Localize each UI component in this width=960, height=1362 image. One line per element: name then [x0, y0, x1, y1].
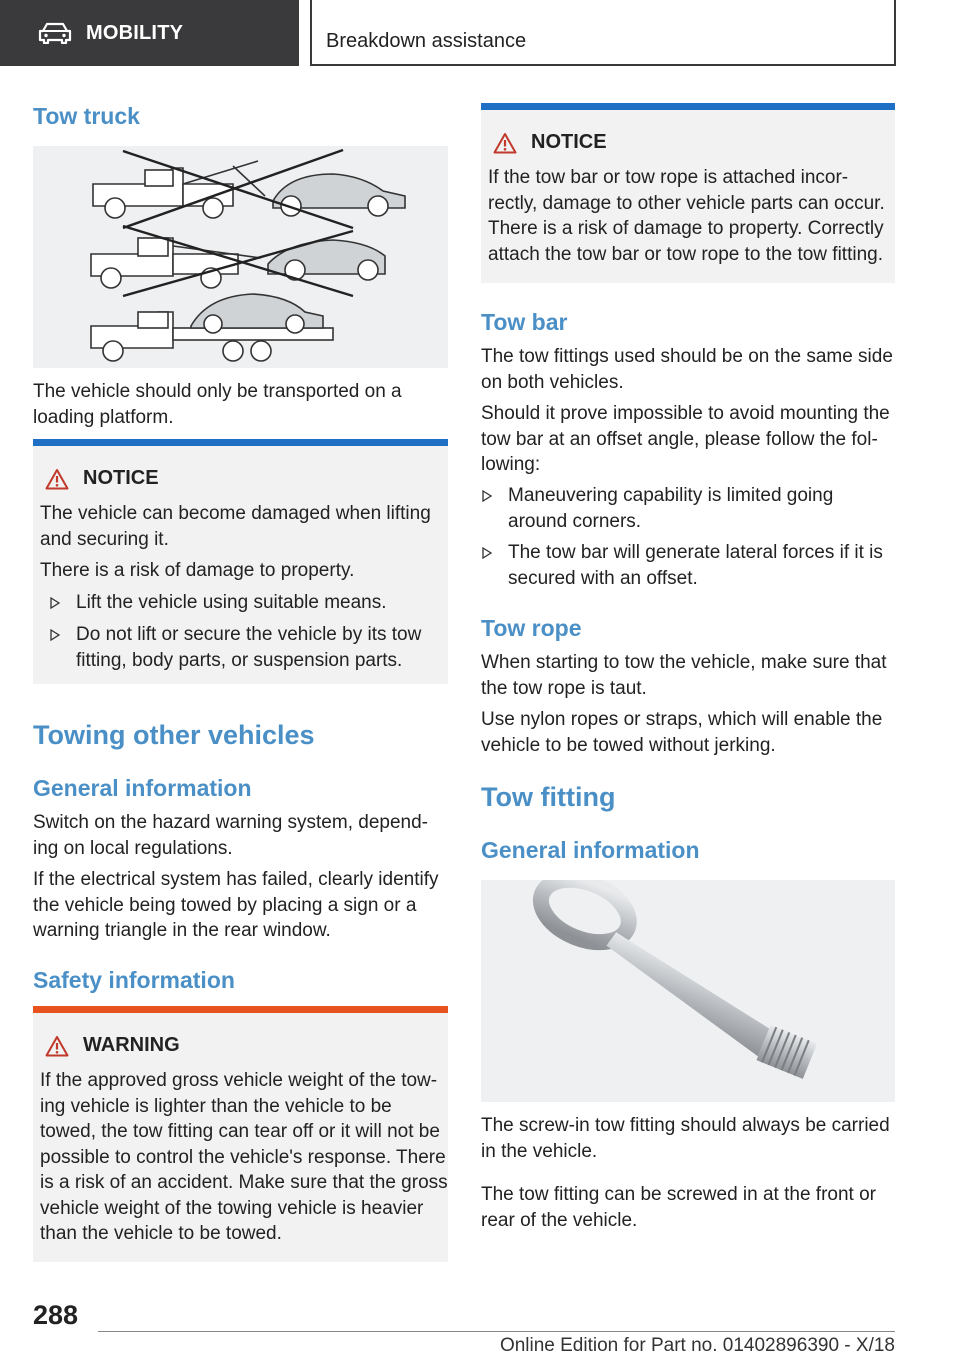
warning-triangle-icon: [45, 468, 69, 490]
notice-bar: [33, 439, 448, 446]
notice-text-2: There is a risk of damage to property.: [40, 560, 355, 581]
towing-heading: Towing other vehicles: [33, 720, 315, 750]
notice-text: If the tow bar or tow rope is attached incor-rectly, damage to other vehicle parts can occur. There is a risk of damage to property. Correctly attach the tow bar or tow rope to the tow fitting.: [488, 167, 885, 265]
warning-box: [33, 1006, 448, 1262]
tow-fitting-heading: Tow fitting: [481, 782, 616, 812]
warning-triangle-icon: [493, 132, 517, 154]
tow-rope-p2: Use nylon ropes or straps, which will enable the vehicle to be towed without jerking.: [481, 709, 883, 756]
car-icon: [38, 22, 72, 44]
list-item-text: The tow bar will generate lateral forces if it is secured with an offset.: [508, 542, 883, 589]
tow-fitting-general-heading: General information: [481, 837, 700, 863]
bullet-triangle-icon: [49, 597, 61, 609]
list-item: [481, 540, 895, 591]
bullet-triangle-icon: [481, 490, 493, 502]
tow-bar-p1: The tow fittings used should be on the same side on both vehicles.: [481, 346, 893, 393]
notice-header: [45, 467, 159, 490]
section-tab: [0, 0, 299, 66]
notice-box-lifting: [33, 439, 448, 684]
tow-truck-heading: Tow truck: [33, 103, 140, 129]
list-item: [481, 483, 895, 534]
warning-text: If the approved gross vehicle weight of the tow-ing vehicle is lighter than the vehicle to be towed, the tow fitting can tear off or it will not be possible to control the vehicle's response. There is a risk of an accident. Make sure that the gross vehicle weight of the towing vehicle is heavier than the vehicle to be towed.: [40, 1070, 448, 1244]
warning-bar: [33, 1006, 448, 1013]
tow-fitting-illustration: [481, 880, 895, 1102]
bullet-triangle-icon: [49, 629, 61, 641]
tow-fitting-p2: The tow fitting can be screwed in at the front or rear of the vehicle.: [481, 1184, 876, 1231]
warning-label: WARNING: [83, 1034, 180, 1056]
tow-bar-p2: Should it prove impossible to avoid mounting the tow bar at an offset angle, please follow the fol-lowing:: [481, 403, 890, 475]
tow-fitting-figure: [481, 880, 895, 1102]
bullet-triangle-icon: [481, 547, 493, 559]
warning-header: [45, 1034, 180, 1057]
tow-truck-caption: The vehicle should only be transported on a loading platform.: [33, 381, 402, 428]
notice-label: NOTICE: [83, 467, 159, 489]
warning-triangle-icon: [45, 1035, 69, 1057]
page-number: 288: [33, 1300, 79, 1330]
notice-header: [493, 131, 607, 154]
notice-label: NOTICE: [531, 131, 607, 153]
notice-text-1: The vehicle can become damaged when lifting and securing it.: [40, 503, 431, 550]
tow-truck-figure: [33, 146, 448, 368]
list-item: [49, 590, 439, 616]
chapter-title-box: [310, 0, 896, 66]
tow-bar-heading: Tow bar: [481, 309, 568, 335]
list-item-text: Do not lift or secure the vehicle by its tow fitting, body parts, or suspension parts.: [76, 624, 422, 671]
notice-bar: [481, 103, 895, 110]
list-item: [49, 622, 439, 673]
tow-fitting-p1: The screw-in tow fitting should always be carried in the vehicle.: [481, 1115, 890, 1162]
notice-box-tow-attachment: [481, 103, 895, 283]
edition-text: Online Edition for Part no. 01402896390 - X/18: [499, 1335, 895, 1356]
list-item-text: Lift the vehicle using suitable means.: [76, 592, 387, 613]
general-info-p2: If the electrical system has failed, clearly identify the vehicle being towed by placing a sign or a warning triangle in the rear window.: [33, 869, 439, 941]
footer-divider: [98, 1331, 895, 1332]
list-item-text: Maneuvering capability is limited going around corners.: [508, 485, 834, 532]
general-info-p1: Switch on the hazard warning system, depend-ing on local regulations.: [33, 812, 428, 859]
general-info-heading: General information: [33, 775, 252, 801]
tow-truck-illustration: [33, 146, 448, 368]
tow-rope-p1: When starting to tow the vehicle, make sure that the tow rope is taut.: [481, 652, 887, 699]
tow-rope-heading: Tow rope: [481, 615, 582, 641]
chapter-title: Breakdown assistance: [326, 30, 527, 52]
safety-info-heading: Safety information: [33, 967, 235, 993]
section-label: MOBILITY: [86, 21, 184, 44]
